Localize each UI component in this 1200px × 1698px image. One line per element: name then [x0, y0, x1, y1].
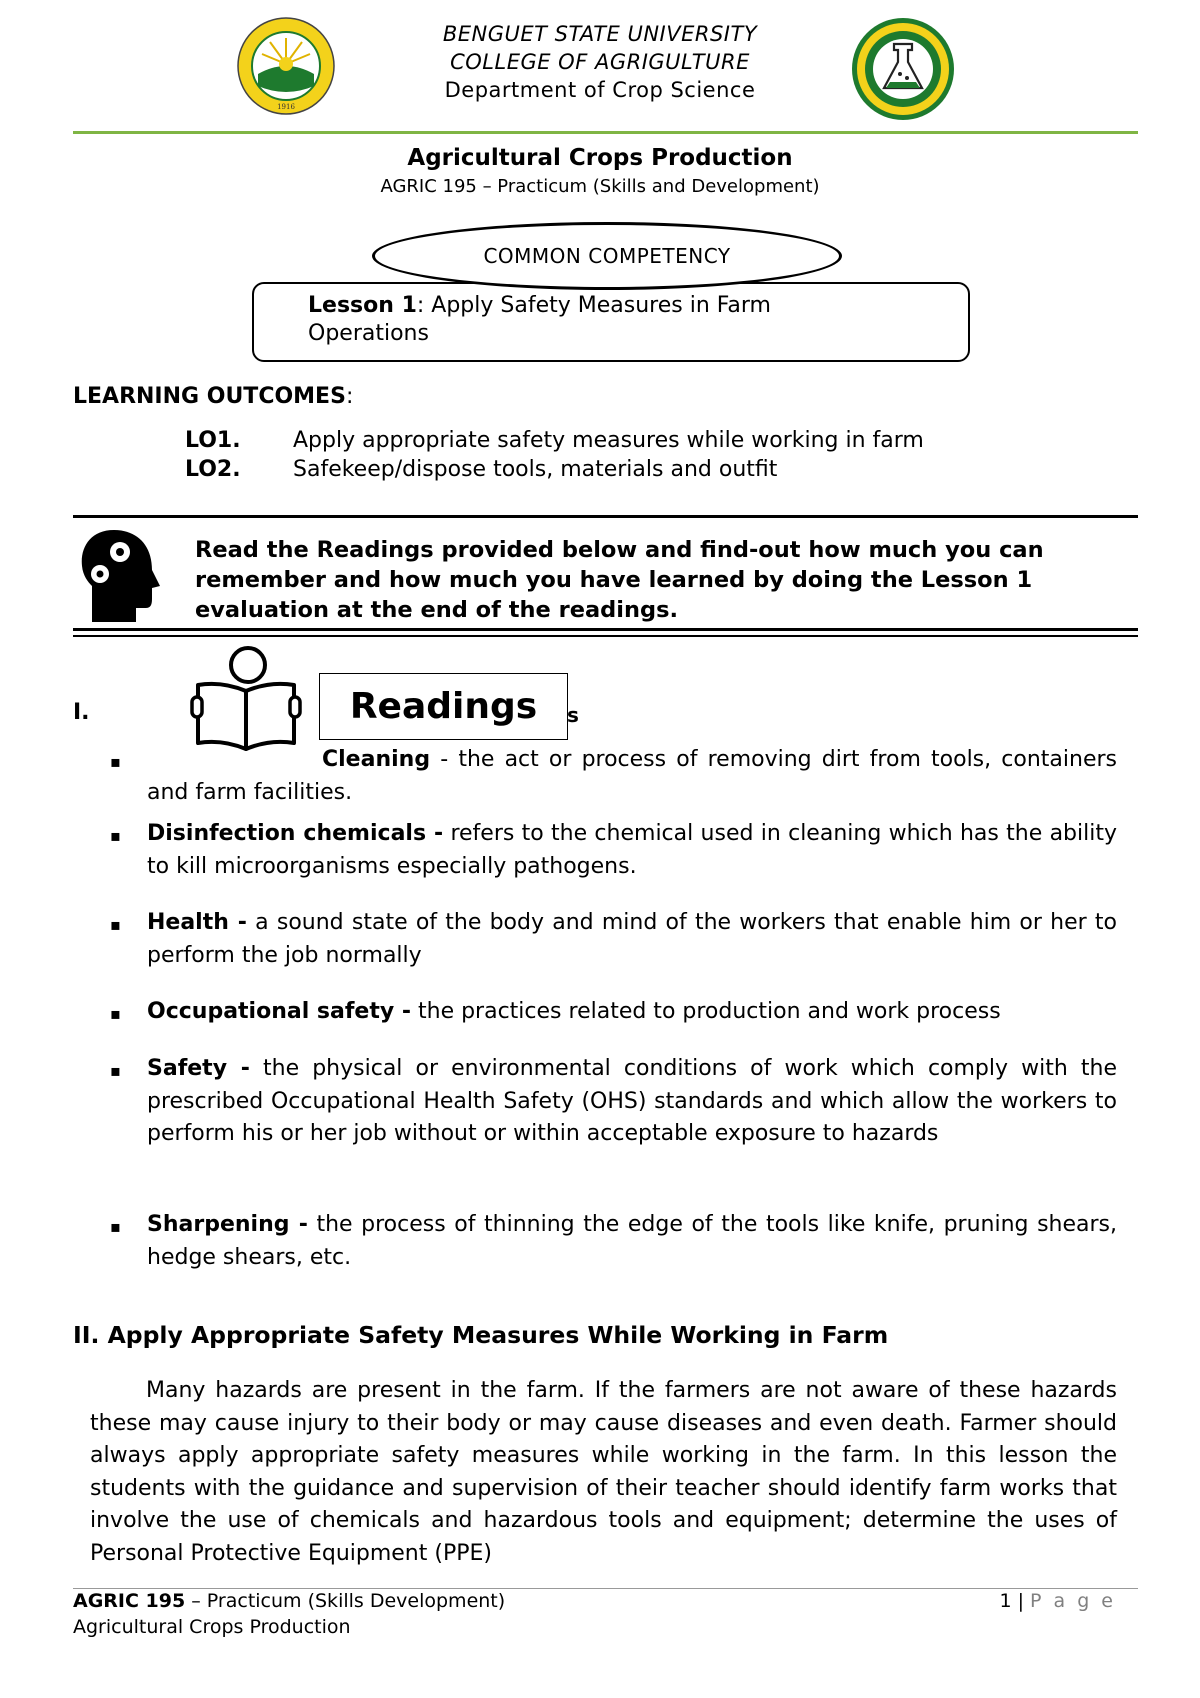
- note-bottom-rule: [73, 635, 1138, 637]
- definition-item: Safety - the physical or environmental conditions of work which comply with the prescribed Occupational Health Safety (OHS) standards and which allow the workers to perform his or her job without or within acceptable exposure to hazards: [147, 1056, 1117, 1146]
- learning-outcome-item: LO2. Safekeep/dispose tools, materials and outfit: [185, 457, 778, 482]
- definition-item: Health - a sound state of the body and mind of the workers that enable him or her to perform the job normally: [147, 910, 1117, 968]
- page-number: 1 | P a g e: [999, 1590, 1116, 1612]
- square-bullet-icon: ▪: [110, 915, 121, 934]
- footer-course-name: Agricultural Crops Production: [73, 1616, 351, 1638]
- square-bullet-icon: ▪: [110, 1217, 121, 1236]
- footer-divider: [73, 1588, 1138, 1589]
- college-name: COLLEGE OF AGRIGULTURE: [450, 50, 750, 74]
- competency-label: COMMON COMPETENCY: [483, 244, 731, 268]
- section-numeral: I.: [73, 700, 90, 725]
- square-bullet-icon: ▪: [110, 1004, 121, 1023]
- lesson-label: Lesson 1: [308, 293, 417, 318]
- lesson-text: : Apply Safety Measures in Farm Operations: [308, 293, 771, 346]
- section-title-fragment: s: [567, 703, 579, 727]
- definition-item: Cleaning - the act or process of removing dirt from tools, containers and farm facilities.: [147, 747, 1117, 805]
- definition-item: Occupational safety - the practices related to production and work process: [147, 999, 1001, 1024]
- head-gears-icon: [74, 526, 164, 626]
- learning-outcome-item: LO1. Apply appropriate safety measures while working in farm: [185, 428, 924, 453]
- note-top-rule: [73, 515, 1138, 518]
- department-name: Department of Crop Science: [444, 78, 756, 102]
- square-bullet-icon: ▪: [110, 752, 121, 771]
- header-divider: [73, 131, 1138, 134]
- square-bullet-icon: ▪: [110, 826, 121, 845]
- definition-item: Sharpening - the process of thinning the edge of the tools like knife, pruning shears, hedge shears, etc.: [147, 1212, 1118, 1270]
- square-bullet-icon: ▪: [110, 1061, 121, 1080]
- body-paragraph: Many hazards are present in the farm. If the farmers are not aware of these hazards these may cause injury to their body or may cause diseases and even death. Farmer should always apply appropriate safety measures while working in the farm. In this lesson the students with the guidance and supervision of their teacher should identify farm works that involve the use of chemicals and hazardous tools and equipment; determine the uses of Personal Protective Equipment (PPE): [90, 1378, 1117, 1566]
- svg-text:1916: 1916: [277, 103, 295, 111]
- learning-outcomes-heading: LEARNING OUTCOMES:: [73, 384, 354, 409]
- university-name: BENGUET STATE UNIVERSITY: [442, 22, 758, 46]
- document-title: Agricultural Crops Production: [407, 145, 793, 171]
- readings-badge: Readings: [319, 673, 568, 740]
- section-heading: II. Apply Appropriate Safety Measures While Working in Farm: [73, 1321, 889, 1349]
- note-bottom-rule: [73, 628, 1138, 631]
- footer-course: AGRIC 195 – Practicum (Skills Development): [73, 1590, 506, 1612]
- lesson-title: [308, 292, 868, 348]
- definition-item: Disinfection chemicals - refers to the chemical used in cleaning which has the ability to kill microorganisms especially pathogens.: [147, 821, 1118, 879]
- competency-badge: [372, 222, 842, 290]
- reading-person-icon: [190, 645, 302, 753]
- document-subtitle: AGRIC 195 – Practicum (Skills and Development): [380, 176, 820, 197]
- reading-instruction: Read the Readings provided below and find-out how much you can remember and how much you have learned by doing the Lesson 1 evaluation at the end of the readings.: [195, 537, 1044, 623]
